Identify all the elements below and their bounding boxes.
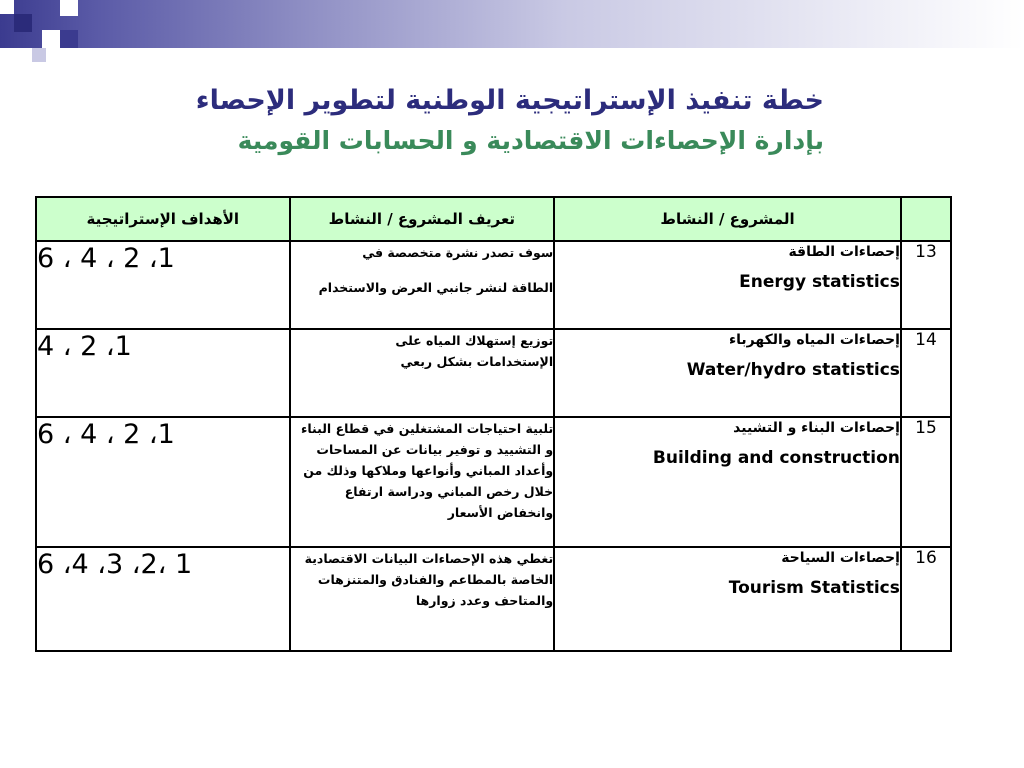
goals-cell: 1، 2 ، 4	[36, 329, 290, 417]
row-number: 16	[901, 547, 951, 651]
decor-square	[60, 30, 78, 48]
project-name-ar: إحصاءات البناء و التشييد	[733, 420, 900, 436]
project-cell	[554, 547, 901, 651]
goals-cell: 1، 2 ، 4 ، 6	[36, 417, 290, 547]
definition-cell	[290, 547, 555, 651]
row-number: 14	[901, 329, 951, 417]
row-number: 13	[901, 241, 951, 329]
header-project: المشروع / النشاط	[554, 197, 901, 241]
project-cell	[554, 241, 901, 329]
definition-text: توزيع إستهلاك المياه على	[395, 333, 554, 348]
project-cell	[554, 417, 901, 547]
header-definition: تعريف المشروع / النشاط	[290, 197, 555, 241]
project-name-en: Tourism Statistics	[728, 578, 900, 598]
header-number	[901, 197, 951, 241]
project-name-en: Building and construction	[652, 448, 900, 468]
title-line-2: بإدارة الإحصاءات الاقتصادية و الحسابات القومية	[237, 126, 824, 155]
project-name-en: Water/hydro statistics	[686, 360, 900, 380]
definition-cell	[290, 417, 555, 547]
project-cell	[554, 329, 901, 417]
slide-title	[124, 80, 824, 160]
header-goals: الأهداف الإستراتيجية	[36, 197, 290, 241]
goals-cell: 1، 2 ، 4 ، 6	[36, 241, 290, 329]
definition-cell	[290, 329, 555, 417]
definition-text: الطاقة لنشر جانبي العرض والاستخدام	[318, 280, 554, 295]
title-line-1: خطة تنفيذ الإستراتيجية الوطنية لتطوير الإحصاء	[195, 85, 824, 116]
decor-square	[0, 0, 14, 14]
decor-square	[42, 30, 60, 48]
project-name-ar: إحصاءات السياحة	[781, 550, 900, 566]
definition-cell	[290, 241, 555, 329]
project-name-ar: إحصاءات الطاقة	[788, 244, 900, 260]
table-row	[36, 417, 951, 547]
decor-square	[60, 0, 78, 16]
goals-cell: 1 ،2، 3، 4، 6	[36, 547, 290, 651]
projects-table	[35, 196, 952, 652]
table-row	[36, 241, 951, 329]
decor-square	[32, 48, 46, 62]
decor-square	[14, 14, 32, 32]
definition-text: تغطي هذه الإحصاءات البيانات الاقتصادية الخاصة بالمطاعم والفنادق والمتنزهات والمتاحف وعدد زوارها	[304, 551, 554, 608]
row-number: 15	[901, 417, 951, 547]
definition-text: الإستخدامات بشكل ربعي	[400, 354, 554, 369]
project-name-en: Energy statistics	[739, 272, 900, 292]
project-name-ar: إحصاءات المياه والكهرباء	[728, 332, 900, 348]
table-row	[36, 329, 951, 417]
definition-text: تلبية احتياجات المشتغلين في قطاع البناء و التشييد و توفير بيانات عن المساحات وأعداد المباني وأنواعها وملاكها وذلك من خلال رخص المباني ودراسة ارتفاع وانخفاض الأسعار	[300, 421, 554, 520]
header-gradient-bar	[0, 0, 1024, 48]
table-row	[36, 547, 951, 651]
table-header-row	[36, 197, 951, 241]
definition-text: سوف تصدر نشرة متخصصة في	[362, 245, 554, 260]
